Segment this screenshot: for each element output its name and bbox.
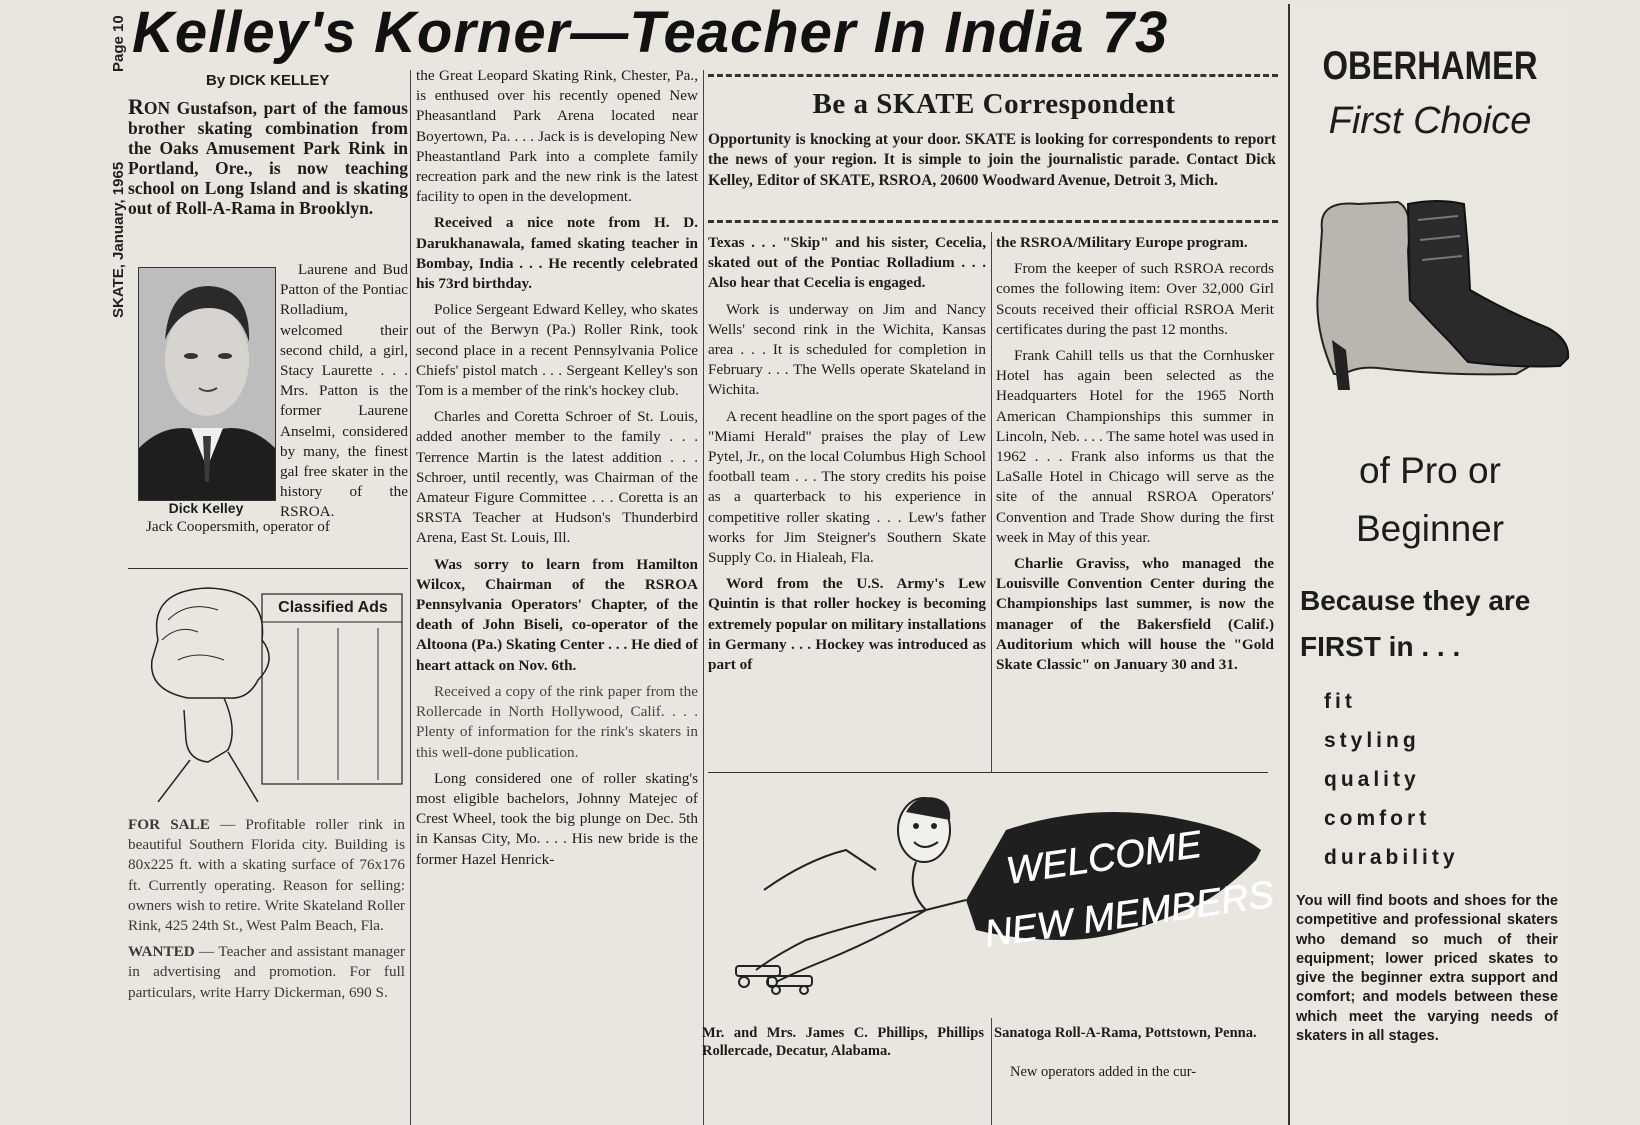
- skate-correspondent-title: Be a SKATE Correspondent: [812, 88, 1176, 120]
- column-2: [416, 66, 698, 876]
- ad-feature-item: styling: [1324, 729, 1420, 752]
- ad-because-line1: Because they are: [1300, 585, 1531, 616]
- column-rule: [703, 70, 704, 1125]
- classified-wanted-text: — Teacher and assistant manager in advertising and promotion. For full particulars, write Harry Dickerman, 690 S.: [128, 943, 405, 1001]
- banner-new-members-text: NEW MEMBERS: [981, 873, 1276, 956]
- ad-feature-item: quality: [1324, 768, 1420, 791]
- banner-welcome-text: WELCOME: [1003, 823, 1205, 893]
- dateline: SKATE, January, 1965: [110, 161, 127, 318]
- rsroa-skater-line: Jack Coopersmith, operator of: [146, 518, 330, 535]
- photo-caption: Dick Kelley: [168, 500, 244, 516]
- col3-paragraph-wells: Work is underway on Jim and Nancy Wells' second rink in the Wichita, Kansas area . . . It is scheduled for completion in February . . . The Wells operate Skateland in Wichita.: [708, 300, 986, 399]
- classified-rule: [128, 568, 408, 569]
- column-3: [708, 233, 986, 681]
- photo-section-rule: [708, 772, 1268, 773]
- new-operators-line: New operators added in the cur-: [1010, 1064, 1197, 1080]
- page-number: Page 10: [110, 15, 127, 72]
- column-rule: [991, 232, 992, 772]
- ad-body-text: You will find boots and shoes for the competitive and professional skaters who demand so much of their equipment; lower priced skates to give the beginner extra support and comfort; and models between these which meet the varying needs of skaters in all stages.: [1296, 893, 1558, 1045]
- classified-wanted-lead: WANTED: [128, 943, 195, 961]
- col3-paragraph-quintin: Word from the U.S. Army's Lew Quintin is that roller hockey is becoming extremely popular on military installations in Germany . . . Hockey was introduced as part of: [708, 575, 986, 674]
- col2-paragraph-schroer: Charles and Coretta Schroer of St. Louis, added another member to the family . . . Terrence Martin is the latest addition . . . Schroer, until recently, was Chairman of the Amateur Figure Committee . . . Coretta is an SRSTA Teacher at Hudson's Thunderbird Arena, East St. Louis, Ill.: [416, 408, 698, 547]
- dick-kelley-photo: [138, 267, 276, 501]
- col2-paragraph-bombay: Received a nice note from H. D. Darukhanawala, famed skating teacher in Bombay, India . . . He recently celebrated his 73rd birthday.: [416, 214, 698, 293]
- photo-caption-phillips: Mr. and Mrs. James C. Phillips, Phillips Rollercade, Decatur, Alabama.: [702, 1025, 984, 1059]
- column-rule: [410, 70, 411, 1125]
- ad-features: [1324, 682, 1564, 877]
- ad-because-line2: FIRST in . . .: [1300, 631, 1461, 662]
- classified-for-sale: [128, 815, 405, 936]
- ad-feature-item: durability: [1324, 846, 1459, 869]
- col2-paragraph: the Great Leopard Skating Rink, Chester, Pa., is enthused over his recently opened New Pheasantland Park Arena located near Boyertown, Pa. . . . Jack is is developing New Pheastantland Park into a complete family recreation park and the new rink is the latest facility to open in the development.: [416, 67, 698, 206]
- col2-paragraph-matejec: Long considered one of roller skating's most eligible bachelors, Johnny Matejec of Crest Wheel, took the big plunge on Dec. 5th in Kansas City, Mo. . . . His new bride is the former Hazel Henrick-: [416, 769, 698, 868]
- ad-feature-item: fit: [1324, 690, 1356, 713]
- col3-paragraph-texas: Texas . . . "Skip" and his sister, Cecelia, skated out of the Pontiac Rolladium . . . Also hear that Cecelia is engaged.: [708, 234, 986, 292]
- column-4: [996, 233, 1274, 681]
- ad-pro-beginner: [1290, 442, 1570, 558]
- welcome-banner-illustration: [716, 790, 1276, 995]
- col4-paragraph-girlscouts: From the keeper of such RSROA records comes the following item: Over 32,000 Girl Scouts received their official RSROA Merit certificates during the past 12 months.: [996, 260, 1274, 338]
- col4-paragraph-cahill: Frank Cahill tells us that the Cornhusker Hotel has again been selected as the Headquarters Hotel for the 1965 North American Championships this summer in Lincoln, Neb. . . . The same hotel was used in 1962 . . . Frank also informs us that the LaSalle Hotel in Chicago will serve as the site of the annual RSROA Operators' Convention and Trade Show during the first week in May of this year.: [996, 347, 1274, 546]
- classified-for-sale-lead: FOR SALE: [128, 816, 210, 833]
- ad-mid-line1: of Pro or: [1359, 450, 1501, 491]
- skate-boots-illustration: [1298, 190, 1570, 390]
- classified-wanted: [128, 942, 405, 1003]
- skate-correspondent-text: Opportunity is knocking at your door. SKATE is looking for correspondents to report the news of your region. It is simple to join the journalistic parade. Contact Dick Kelley, Editor of SKATE, RSROA, 20600 Woodward Avenue, Detroit 3, Mich.: [708, 131, 1276, 189]
- patton-paragraph: Laurene and Bud Patton of the Pontiac Rolladium, welcomed their second child, a girl, Stacy Laurette . . . Mrs. Patton is the former Laurene Anselmi, considered by many, the finest gal free skater in the history of the RSROA.: [280, 261, 408, 521]
- classified-for-sale-text: — Profitable roller rink in beautiful Southern Florida city. Building is 80x225 ft. with a skating surface of 76x176 ft. Currently operating. Reason for selling: owners wish to retire. Write Skateland Roller Rink, 425 24th St., West Palm Beach, Fla.: [128, 816, 405, 935]
- lead-dropcap: R: [128, 94, 144, 119]
- photo-caption-sanatoga: Sanatoga Roll-A-Rama, Pottstown, Penna.: [994, 1025, 1257, 1041]
- skate-box-bottom-rule: [708, 220, 1278, 223]
- ad-because: [1300, 578, 1570, 670]
- col2-paragraph-pistol: Police Sergeant Edward Kelley, who skates out of the Berwyn (Pa.) Roller Rink, took second place in a recent Pennsylvania Police Chiefs' pistol match . . . Sergeant Kelley's son Tom is a member of the rink's hockey club.: [416, 301, 698, 400]
- ad-mid-line2: Beginner: [1355, 508, 1505, 549]
- woman-illustration: [128, 580, 408, 802]
- col3-paragraph-pytel: A recent headline on the sport pages of the "Miami Herald" praises the play of Lew Pytel, Jr., on the local Columbus High School football team . . . The story credits his poise as a quarterback to his experience in competitive roller skating . . . Lew's father works for Jim Steigner's Southern Skate Supply Co. in Hialeah, Fla.: [708, 407, 986, 567]
- col4-paragraph-europe: the RSROA/Military Europe program.: [996, 234, 1248, 251]
- headline: Kelley's Korner—Teacher In India 73: [132, 0, 1169, 65]
- col2-paragraph-rollercade: Received a copy of the rink paper from the Rollercade in North Hollywood, Calif. . . . Plenty of information for the rink's skaters in this well-done publication.: [416, 682, 698, 761]
- ad-brand: OBERHAMER: [1322, 44, 1538, 88]
- classified-ads-heading: Classified Ads: [278, 599, 388, 616]
- byline: By DICK KELLEY: [206, 72, 330, 89]
- classifieds: [128, 815, 405, 1009]
- column-1-text-beside-photo: [280, 260, 408, 529]
- lead-paragraph: [128, 94, 408, 218]
- column-1-lower: [128, 517, 408, 543]
- oberhamer-ad: [1288, 4, 1570, 1125]
- col2-paragraph-wilcox: Was sorry to learn from Hamilton Wilcox, Chairman of the RSROA Pennsylvania Operators' Chapter, of the death of John Biseli, co-operator of the Altoona (Pa.) Skating Center . . . He died of heart attack on Nov. 6th.: [416, 555, 698, 674]
- lead-text: ON Gustafson, part of the famous brother skating combination from the Oaks Amusement Park Rink in Portland, Ore., is now teaching school on Long Island and is skating out of Roll-A-Rama in Brooklyn.: [128, 98, 408, 218]
- skate-box-top-rule: [708, 74, 1278, 77]
- portrait-illustration: [139, 268, 275, 500]
- col4-paragraph-graviss: Charlie Graviss, who managed the Louisville Convention Center during the Championships last summer, is now the manager of the Bakersfield (Calif.) Auditorium which will house the "Gold Skate Classic" on January 30 and 31.: [996, 555, 1274, 674]
- ad-tagline: First Choice: [1328, 100, 1532, 142]
- ad-feature-item: comfort: [1324, 807, 1431, 830]
- column-rule: [991, 1018, 992, 1125]
